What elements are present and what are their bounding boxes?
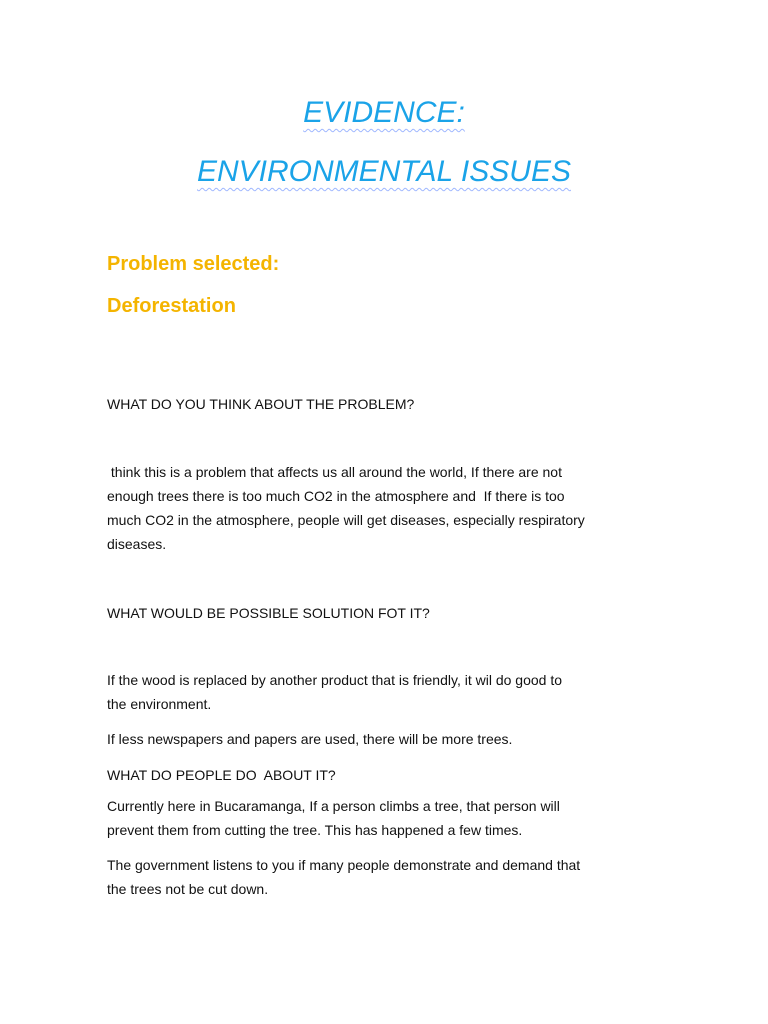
answer-1-paragraph	[107, 460, 667, 556]
answer-3a-line: Currently here in Bucaramanga, If a person climbs a tree, that person will	[107, 798, 560, 814]
answer-2b-line: If less newspapers and papers are used, there will be more trees.	[107, 731, 513, 747]
question-3: WHAT DO PEOPLE DO ABOUT IT?	[107, 767, 336, 783]
title-line-2	[0, 154, 768, 190]
title-text-2: ENVIRONMENTAL ISSUES	[197, 155, 571, 188]
answer-3b-line: the trees not be cut down.	[107, 881, 269, 897]
answer-2a-paragraph	[107, 668, 667, 716]
answer-3a-paragraph	[107, 794, 667, 842]
answer-1-line: enough trees there is too much CO2 in the atmosphere and If there is too	[107, 488, 565, 504]
question-2: WHAT WOULD BE POSSIBLE SOLUTION FOT IT?	[107, 605, 430, 621]
title-line-1	[0, 95, 768, 131]
answer-1-line: much CO2 in the atmosphere, people will get diseases, especially respiratory	[107, 512, 585, 528]
answer-2a-line: If the wood is replaced by another product that is friendly, it wil do good to	[107, 672, 562, 688]
answer-1-line: diseases.	[107, 536, 167, 552]
answer-3a-line: prevent them from cutting the tree. This has happened a few times.	[107, 822, 523, 838]
title-text-1: EVIDENCE:	[303, 96, 465, 129]
question-1: WHAT DO YOU THINK ABOUT THE PROBLEM?	[107, 396, 415, 412]
answer-3b-line: The government listens to you if many people demonstrate and demand that	[107, 857, 581, 873]
answer-2a-line: the environment.	[107, 696, 212, 712]
answer-2b-paragraph	[107, 727, 667, 751]
problem-value: Deforestation	[107, 295, 236, 317]
answer-1-line: think this is a problem that affects us all around the world, If there are not	[107, 464, 562, 480]
problem-label: Problem selected:	[107, 253, 280, 275]
answer-3b-paragraph	[107, 853, 667, 901]
